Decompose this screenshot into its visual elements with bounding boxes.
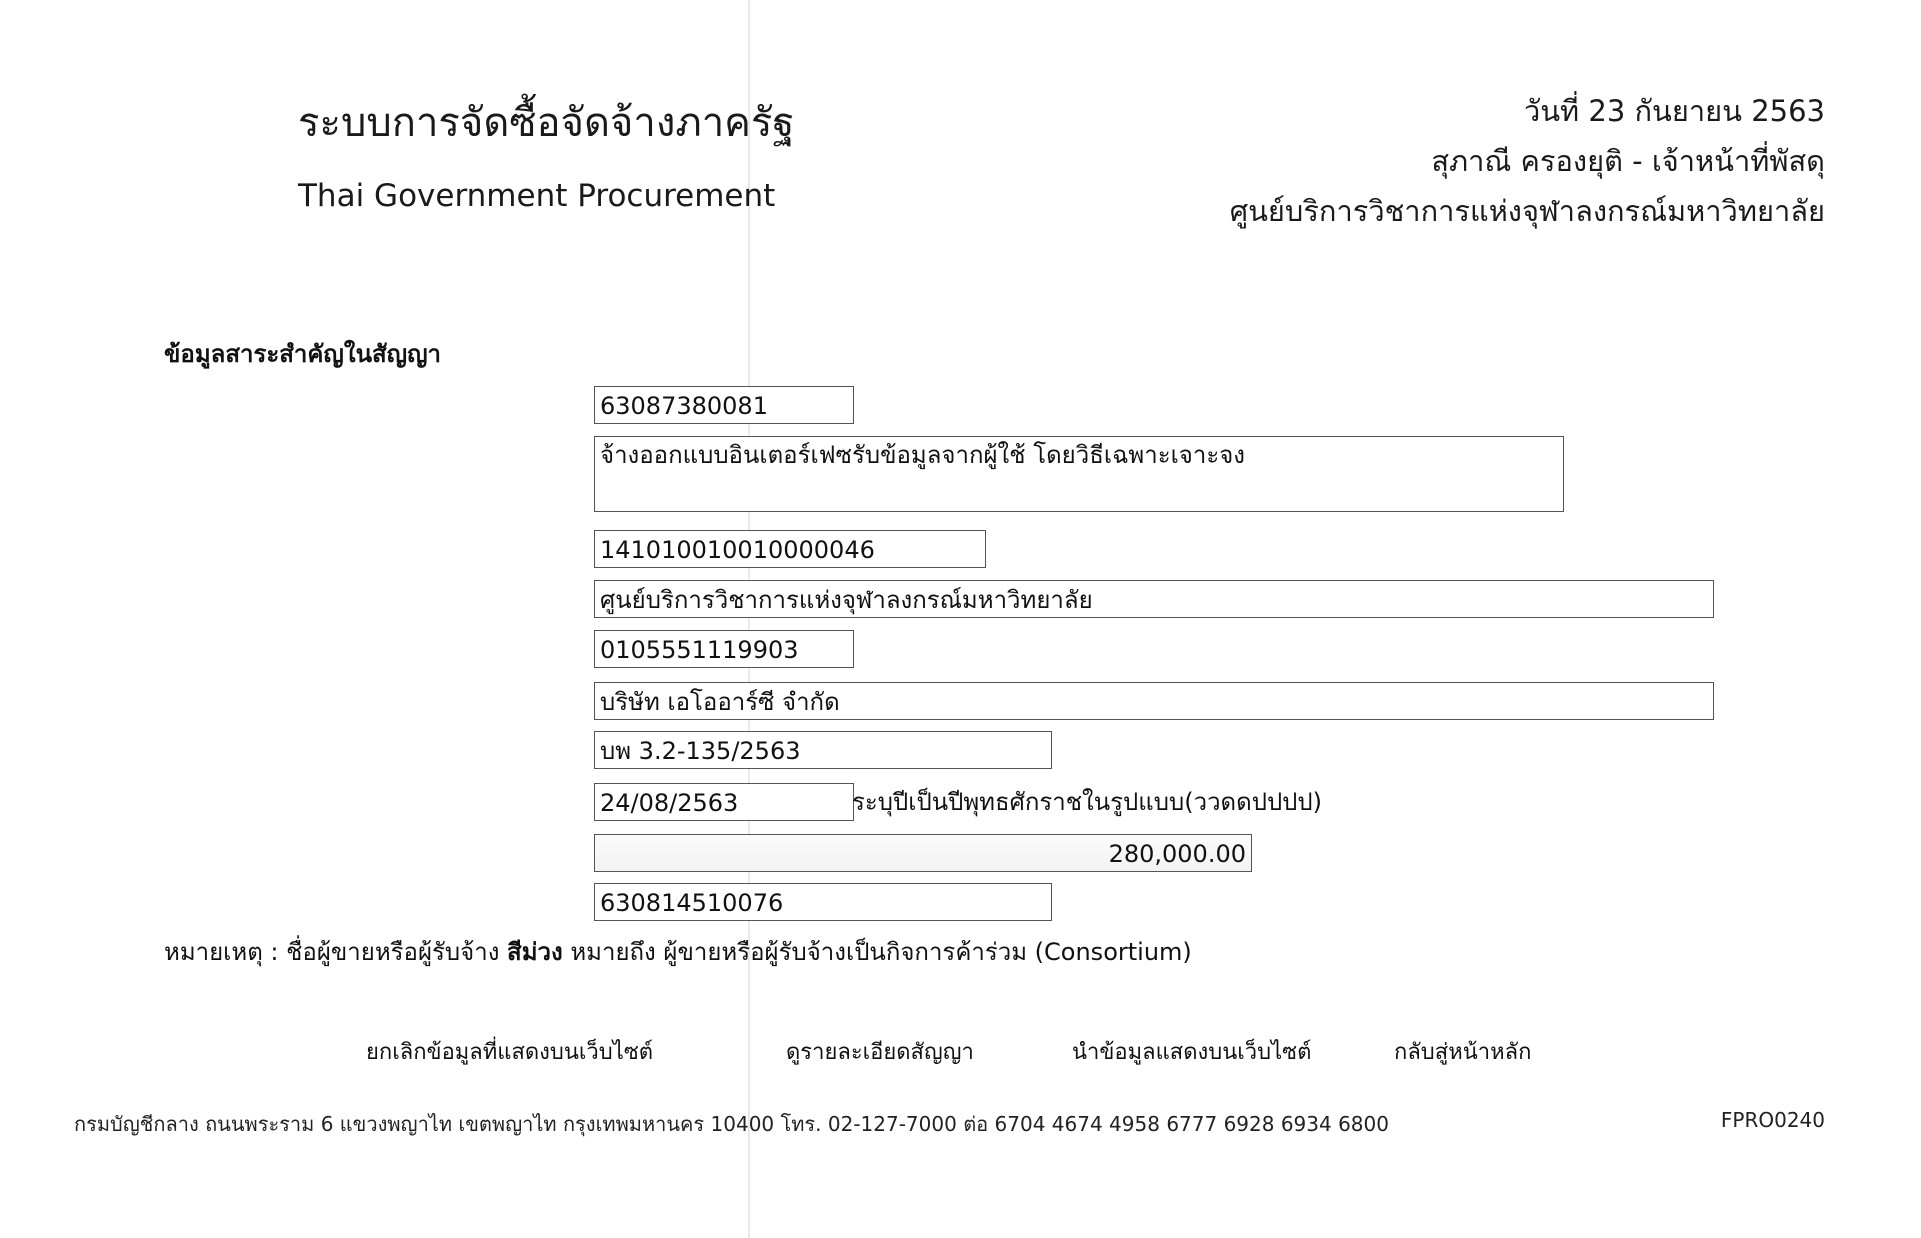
- consortium-note: [164, 932, 1192, 971]
- note-prefix: หมายเหตุ : ชื่อผู้ขายหรือผู้รับจ้าง: [164, 938, 508, 966]
- project-no-field[interactable]: 63087380081: [594, 386, 854, 424]
- header-date: วันที่ 23 กันยายน 2563: [1523, 94, 1825, 128]
- amount-field[interactable]: 280,000.00: [594, 834, 1252, 872]
- footer-form-code: FPRO0240: [1720, 1108, 1825, 1132]
- tax-id-field[interactable]: 0105551119903: [594, 630, 854, 668]
- header-user: สุภาณี ครองยุติ - เจ้าหน้าที่พัสดุ: [1431, 144, 1825, 178]
- project-name-field[interactable]: จ้างออกแบบอินเตอร์เฟซรับข้อมูลจากผู้ใช้ โดยวิธีเฉพาะเจาะจง: [594, 436, 1564, 512]
- contract-date-field[interactable]: 24/08/2563: [594, 783, 854, 821]
- back-to-home-button[interactable]: กลับสู่หน้าหลัก: [1394, 1040, 1532, 1065]
- note-highlight: สีม่วง: [507, 938, 563, 966]
- agency-code-field[interactable]: 141010010010000046: [594, 530, 986, 568]
- header-user-info: [1230, 86, 1825, 236]
- footer-address: กรมบัญชีกลาง ถนนพระราม 6 แขวงพญาไท เขตพญาไท กรุงเทพมหานคร 10400 โทร. 02-127-7000 ต่อ 6704 4674 4958 6777 6928 6934 6800: [74, 1112, 1389, 1136]
- system-title-thai: ระบบการจัดซื้อจัดจ้างภาครัฐ: [298, 100, 795, 146]
- view-contract-detail-button[interactable]: ดูรายละเอียดสัญญา: [786, 1040, 974, 1065]
- section-title: ข้อมูลสาระสำคัญในสัญญา: [164, 340, 442, 368]
- bidder-name-field[interactable]: บริษัท เอโออาร์ซี จำกัด: [594, 682, 1714, 720]
- note-suffix: หมายถึง ผู้ขายหรือผู้รับจ้างเป็นกิจการค้าร่วม (Consortium): [562, 938, 1192, 966]
- publish-to-website-button[interactable]: นำข้อมูลแสดงบนเว็บไซต์: [1072, 1040, 1312, 1065]
- cancel-web-display-button[interactable]: ยกเลิกข้อมูลที่แสดงบนเว็บไซต์: [366, 1040, 654, 1065]
- contract-no-field[interactable]: บพ 3.2-135/2563: [594, 731, 1052, 769]
- contract-date-format-hint: ระบุปีเป็นปีพุทธศักราชในรูปแบบ(ววดดปปปป): [852, 788, 1323, 816]
- system-title-english: Thai Government Procurement: [298, 178, 776, 214]
- egp-control-no-field[interactable]: 630814510076: [594, 883, 1052, 921]
- header-organization: ศูนย์บริการวิชาการแห่งจุฬาลงกรณ์มหาวิทยาลัย: [1229, 194, 1825, 228]
- agency-name-field[interactable]: ศูนย์บริการวิชาการแห่งจุฬาลงกรณ์มหาวิทยาลัย: [594, 580, 1714, 618]
